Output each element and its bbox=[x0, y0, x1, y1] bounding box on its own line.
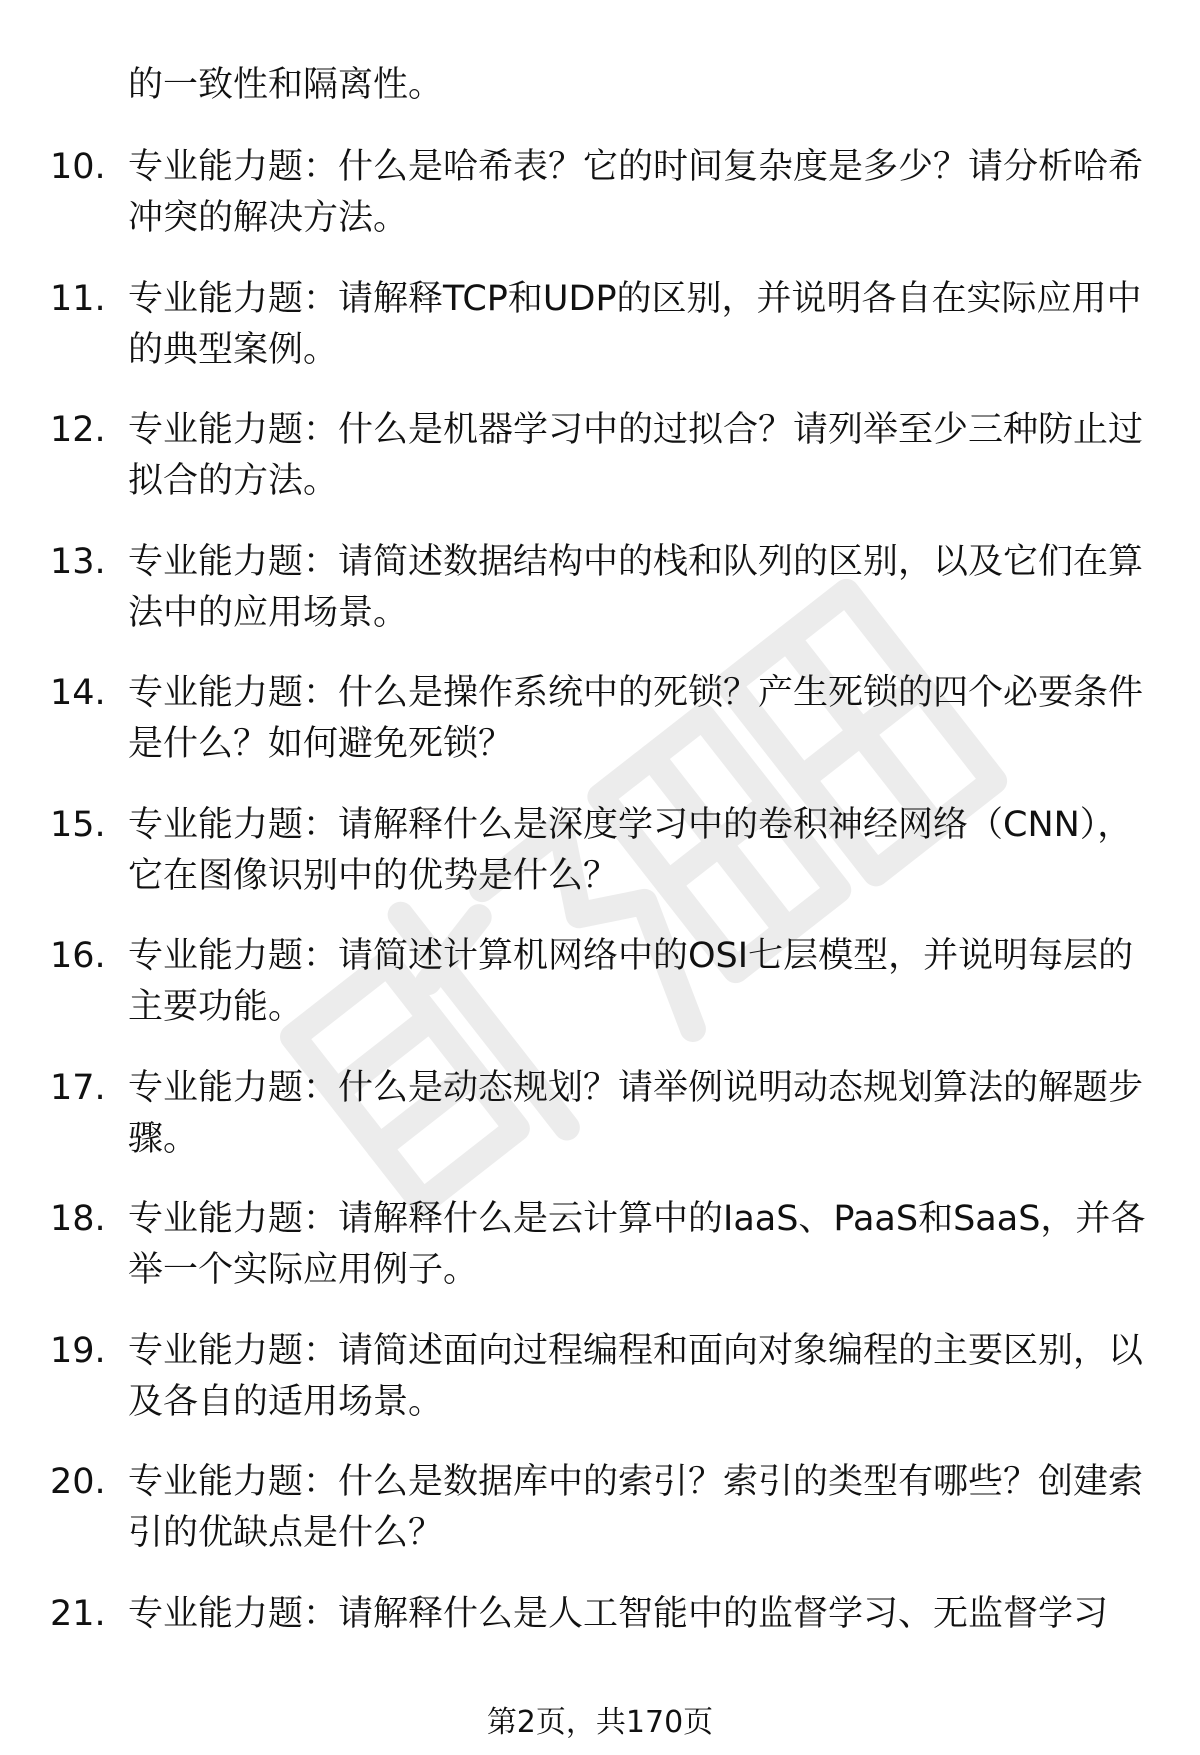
question-item-20 bbox=[50, 1457, 1160, 1589]
question-text: 专业能力题：请简述面向过程编程和面向对象编程的主要区别，以及各自的适用场景。 bbox=[128, 1330, 1144, 1422]
question-text: 专业能力题：什么是机器学习中的过拟合？请列举至少三种防止过拟合的方法。 bbox=[128, 410, 1144, 501]
question-item-21 bbox=[50, 1589, 1160, 1721]
question-text: 专业能力题：什么是动态规划？请举例说明动态规划算法的解题步骤。 bbox=[128, 1067, 1144, 1159]
page-footer bbox=[0, 1703, 1200, 1743]
question-number: 12. bbox=[50, 410, 106, 450]
question-item-15 bbox=[50, 800, 1160, 932]
question-text: 专业能力题：什么是哈希表？它的时间复杂度是多少？请分析哈希冲突的解决方法。 bbox=[128, 147, 1144, 238]
question-item-12 bbox=[50, 405, 1160, 537]
question-item-11 bbox=[50, 274, 1160, 406]
question-number: 16. bbox=[50, 936, 106, 976]
question-item-13 bbox=[50, 537, 1160, 669]
question-number: 18. bbox=[50, 1199, 106, 1239]
question-item-17 bbox=[50, 1063, 1160, 1195]
question-item-14 bbox=[50, 668, 1160, 800]
question-number: 13. bbox=[50, 541, 106, 582]
question-text: 专业能力题：请解释什么是深度学习中的卷积神经网络（CNN），它在图像识别中的优势是什么？ bbox=[128, 804, 1133, 896]
question-text: 专业能力题：请简述计算机网络中的OSI七层模型，并说明每层的主要功能。 bbox=[128, 936, 1134, 1027]
continuation-text: 的一致性和隔离性。 bbox=[128, 65, 444, 105]
question-text: 专业能力题：请解释什么是云计算中的IaaS、PaaS和SaaS，并各举一个实际应用例子。 bbox=[128, 1199, 1146, 1290]
question-number: 15. bbox=[50, 804, 106, 845]
question-number: 11. bbox=[50, 278, 106, 319]
question-text: 专业能力题：请简述数据结构中的栈和队列的区别，以及它们在算法中的应用场景。 bbox=[128, 541, 1144, 633]
question-text: 专业能力题：什么是数据库中的索引？索引的类型有哪些？创建索引的优缺点是什么？ bbox=[128, 1462, 1144, 1553]
question-number: 19. bbox=[50, 1330, 106, 1371]
question-number: 21. bbox=[50, 1593, 106, 1634]
question-text: 专业能力题：什么是操作系统中的死锁？产生死锁的四个必要条件是什么？如何避免死锁？ bbox=[128, 673, 1144, 764]
question-number: 14. bbox=[50, 673, 106, 713]
question-text: 专业能力题：请解释什么是人工智能中的监督学习、无监督学习 bbox=[128, 1593, 1109, 1634]
question-number: 20. bbox=[50, 1462, 106, 1502]
question-number: 17. bbox=[50, 1067, 106, 1108]
question-item-18 bbox=[50, 1194, 1160, 1326]
question-list bbox=[50, 142, 1160, 1720]
question-item-19 bbox=[50, 1326, 1160, 1458]
question-item-10 bbox=[50, 142, 1160, 274]
question-number: 10. bbox=[50, 147, 106, 187]
question-item-16 bbox=[50, 931, 1160, 1063]
page-number-label: 第2页，共170页 bbox=[486, 1705, 714, 1740]
question-text: 专业能力题：请解释TCP和UDP的区别，并说明各自在实际应用中的典型案例。 bbox=[128, 278, 1142, 370]
